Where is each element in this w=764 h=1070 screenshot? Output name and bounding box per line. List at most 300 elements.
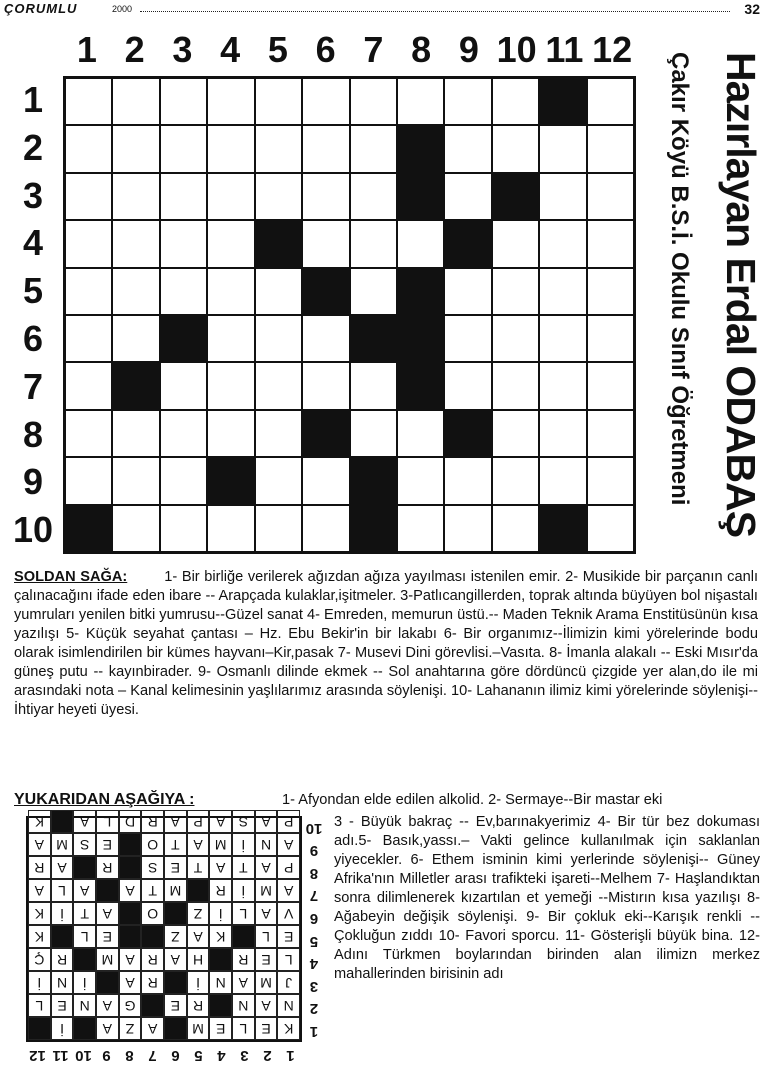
solution-letter-cell: İ — [28, 971, 51, 994]
solution-letter-cell: İ — [51, 902, 74, 925]
solution-row-number: 7 — [309, 887, 319, 905]
solution-column-number: 10 — [75, 1047, 92, 1064]
crossword-empty-cell[interactable] — [350, 220, 397, 267]
solution-letter-cell: P — [187, 810, 210, 833]
solution-letter-cell: A — [73, 810, 96, 833]
solution-black-cell — [96, 971, 119, 994]
crossword-empty-cell[interactable] — [65, 173, 112, 220]
crossword-black-cell — [350, 505, 397, 552]
solution-letter-cell: İ — [187, 971, 210, 994]
crossword-black-cell — [397, 362, 444, 409]
crossword-empty-cell[interactable] — [160, 125, 207, 172]
crossword-empty-cell[interactable] — [65, 362, 112, 409]
solution-black-cell — [28, 1017, 51, 1040]
across-clues — [14, 568, 758, 720]
solution-column-number: 6 — [171, 1047, 180, 1064]
solution-letter-cell: A — [51, 856, 74, 879]
crossword-empty-cell[interactable] — [587, 125, 634, 172]
solution-row-number: 2 — [309, 1000, 319, 1018]
column-number: 9 — [458, 29, 479, 70]
solution-grid-upside-down — [8, 812, 326, 1068]
crossword-empty-cell[interactable] — [65, 125, 112, 172]
solution-letter-cell: A — [96, 902, 119, 925]
solution-letter-cell: T — [232, 856, 255, 879]
solution-row-number: 3 — [309, 977, 319, 995]
crossword-empty-cell[interactable] — [255, 173, 302, 220]
crossword-black-cell — [539, 78, 586, 125]
solution-letter-cell: T — [73, 902, 96, 925]
solution-letter-cell: S — [73, 833, 96, 856]
solution-letter-cell: L — [255, 925, 278, 948]
crossword-black-cell — [302, 410, 349, 457]
crossword-empty-cell[interactable] — [255, 505, 302, 552]
solution-black-cell — [141, 925, 164, 948]
crossword-empty-cell[interactable] — [444, 457, 491, 504]
solution-row-number: 6 — [309, 910, 319, 928]
solution-letter-cell: A — [119, 879, 142, 902]
crossword-black-cell — [255, 220, 302, 267]
crossword-row-numbers — [8, 76, 58, 554]
crossword-empty-cell[interactable] — [160, 268, 207, 315]
solution-black-cell — [96, 879, 119, 902]
solution-letter-cell: A — [277, 833, 300, 856]
solution-letter-cell: H — [187, 948, 210, 971]
solution-letter-cell: N — [255, 833, 278, 856]
crossword-empty-cell[interactable] — [539, 220, 586, 267]
crossword-empty-cell[interactable] — [492, 410, 539, 457]
solution-letter-cell: R — [141, 810, 164, 833]
solution-letter-cell: İ — [232, 879, 255, 902]
solution-letter-cell: O — [141, 833, 164, 856]
solution-black-cell — [73, 948, 96, 971]
crossword-empty-cell[interactable] — [207, 362, 254, 409]
crossword-empty-cell[interactable] — [539, 125, 586, 172]
solution-letter-cell: V — [277, 902, 300, 925]
crossword-empty-cell[interactable] — [444, 173, 491, 220]
crossword-empty-cell[interactable] — [302, 78, 349, 125]
row-number: 8 — [22, 413, 44, 455]
crossword-empty-cell[interactable] — [160, 78, 207, 125]
crossword-empty-cell[interactable] — [160, 505, 207, 552]
solution-letter-cell: A — [187, 925, 210, 948]
solution-column-number: 1 — [286, 1047, 295, 1064]
crossword-empty-cell[interactable] — [255, 268, 302, 315]
solution-black-cell — [209, 994, 232, 1017]
solution-letter-cell: R — [141, 948, 164, 971]
crossword-empty-cell[interactable] — [302, 362, 349, 409]
crossword-empty-cell[interactable] — [207, 78, 254, 125]
header-leader-dots — [140, 11, 730, 12]
solution-letter-cell: A — [119, 971, 142, 994]
solution-letter-cell: E — [164, 994, 187, 1017]
solution-letter-cell: A — [187, 833, 210, 856]
crossword-black-cell — [444, 220, 491, 267]
solution-letter-cell: M — [187, 1017, 210, 1040]
row-number: 1 — [22, 79, 44, 120]
solution-letter-cell: O — [141, 902, 164, 925]
crossword-empty-cell[interactable] — [350, 268, 397, 315]
solution-letter-cell: A — [96, 994, 119, 1017]
column-number: 6 — [315, 29, 336, 70]
across-heading: SOLDAN SAĞA: — [14, 569, 128, 585]
solution-letter-cell: K — [28, 925, 51, 948]
crossword-column-numbers — [63, 30, 636, 70]
crossword-black-cell — [397, 173, 444, 220]
crossword-empty-cell[interactable] — [112, 505, 159, 552]
crossword-empty-cell[interactable] — [539, 173, 586, 220]
solution-letter-cell: A — [164, 948, 187, 971]
crossword-black-cell — [207, 457, 254, 504]
solution-letter-cell: N — [232, 994, 255, 1017]
row-number: 9 — [22, 461, 44, 503]
solution-letter-cell: L — [277, 948, 300, 971]
crossword-empty-cell[interactable] — [160, 457, 207, 504]
solution-column-numbers — [26, 1047, 302, 1064]
solution-letter-cell: T — [187, 856, 210, 879]
solution-black-cell — [119, 925, 142, 948]
crossword-empty-cell[interactable] — [112, 457, 159, 504]
column-number: 5 — [267, 29, 288, 70]
crossword-empty-cell[interactable] — [350, 410, 397, 457]
crossword-black-cell — [302, 268, 349, 315]
solution-black-cell — [164, 902, 187, 925]
crossword-empty-cell[interactable] — [539, 268, 586, 315]
author-credit — [648, 52, 764, 552]
solution-letter-cell: E — [96, 925, 119, 948]
crossword-empty-cell[interactable] — [444, 78, 491, 125]
solution-row-number: 5 — [309, 932, 319, 950]
crossword-empty-cell[interactable] — [492, 268, 539, 315]
solution-letter-cell: A — [141, 1017, 164, 1040]
row-number: 2 — [22, 126, 44, 168]
crossword-empty-cell[interactable] — [65, 220, 112, 267]
crossword-empty-cell[interactable] — [255, 410, 302, 457]
solution-letter-cell: İ — [232, 833, 255, 856]
crossword-empty-cell[interactable] — [397, 457, 444, 504]
solution-letter-cell: Z — [187, 902, 210, 925]
crossword-empty-cell[interactable] — [65, 268, 112, 315]
crossword-empty-cell[interactable] — [302, 220, 349, 267]
solution-row-number: 10 — [305, 819, 323, 837]
solution-letter-cell: E — [255, 948, 278, 971]
solution-letter-cell: T — [164, 833, 187, 856]
solution-black-cell — [119, 856, 142, 879]
crossword-empty-cell[interactable] — [160, 220, 207, 267]
crossword-empty-cell[interactable] — [492, 125, 539, 172]
column-number: 10 — [496, 29, 537, 70]
solution-letter-cell: A — [28, 879, 51, 902]
crossword-empty-cell[interactable] — [65, 78, 112, 125]
crossword-empty-cell[interactable] — [587, 457, 634, 504]
solution-letter-cell: Ç — [28, 948, 51, 971]
crossword-empty-cell[interactable] — [350, 78, 397, 125]
solution-letter-cell: A — [232, 971, 255, 994]
crossword-black-cell — [397, 268, 444, 315]
crossword-empty-cell[interactable] — [492, 362, 539, 409]
column-number: 12 — [592, 29, 633, 70]
column-number: 1 — [76, 29, 97, 70]
crossword-empty-cell[interactable] — [444, 362, 491, 409]
row-number: 3 — [22, 174, 44, 216]
author-affiliation: Çakır Köyü B.S.İ. Okulu Sınıf Öğretmeni — [666, 52, 693, 506]
crossword-empty-cell[interactable] — [112, 173, 159, 220]
row-number: 5 — [22, 270, 44, 312]
column-number: 2 — [124, 29, 145, 70]
column-number: 11 — [545, 29, 584, 70]
across-clue-text: 1- Bir birliğe verilerek ağızdan ağıza yayılması istenilen emir. 2- Musikide bir parçanın canlı çalınacağını ifade eden ibare -- Arapçada kulaklar,işitmeler. 3-Patlıcangillerden, toprak altında büyüyen bol nişastalı yumruları yenilen bitki yumrusu--Güzel sanat 4- Emreden, memurun üstü.-- Maden Teknik Arama Enstitüsünün kısa yazılışı 5- Küçük seyahat çantası – Hz. Ebu Bekir'in bir lakabı 6- Bir organımız--İlimizin kimi yörelerinde bodu olarak isimlendirilen bir kümes hayvanı–Kir,pasak 7- Musevi Dini görevlisi.–Vasıta. 8- İmanla alakalı -- Eski Mısır'da güneş putu -- kayınbirader. 9- Osmanlı dilinde ekmek -- Sol anahtarına göre dördüncü çizgide yer alan,do ile mi arasındaki nota – Kanal kelimesinin yaşlılarımız arasında söylenişi. 10- Lahananın ilimiz kimi yörelerinde söylenişi--İhtiyar heyeti üyesi. — [14, 569, 759, 718]
solution-letter-cell: L — [73, 925, 96, 948]
row-number: 7 — [22, 365, 44, 407]
crossword-empty-cell[interactable] — [112, 220, 159, 267]
solution-letter-cell: R — [51, 948, 74, 971]
crossword-black-cell — [539, 505, 586, 552]
solution-letter-cell: R — [141, 971, 164, 994]
solution-letter-cell: A — [209, 810, 232, 833]
solution-letter-cell: A — [96, 1017, 119, 1040]
crossword-empty-cell[interactable] — [302, 315, 349, 362]
solution-letter-cell: E — [164, 856, 187, 879]
crossword-empty-cell[interactable] — [492, 457, 539, 504]
crossword-empty-cell[interactable] — [207, 125, 254, 172]
page-number: 32 — [744, 1, 760, 17]
solution-black-cell — [141, 994, 164, 1017]
solution-black-cell — [187, 879, 210, 902]
solution-letter-cell: E — [209, 1017, 232, 1040]
solution-letter-cell: S — [232, 810, 255, 833]
crossword-grid — [63, 76, 636, 554]
crossword-empty-cell[interactable] — [587, 362, 634, 409]
crossword-empty-cell[interactable] — [112, 410, 159, 457]
crossword-empty-cell[interactable] — [65, 315, 112, 362]
down-clue-first-line: 1- Afyondan elde edilen alkolid. 2- Sermaye--Bir mastar eki — [282, 792, 663, 808]
solution-letter-cell: M — [164, 879, 187, 902]
solution-letter-cell: A — [255, 902, 278, 925]
solution-letter-cell: A — [28, 833, 51, 856]
solution-column-number: 3 — [240, 1047, 249, 1064]
crossword-empty-cell[interactable] — [302, 173, 349, 220]
crossword-empty-cell[interactable] — [112, 125, 159, 172]
row-number: 6 — [22, 317, 44, 359]
column-number: 4 — [220, 29, 241, 70]
solution-letter-cell: L — [232, 1017, 255, 1040]
crossword-empty-cell[interactable] — [587, 505, 634, 552]
crossword-empty-cell[interactable] — [112, 315, 159, 362]
crossword-empty-cell[interactable] — [492, 220, 539, 267]
solution-black-cell — [73, 1017, 96, 1040]
crossword-empty-cell[interactable] — [539, 457, 586, 504]
row-number: 10 — [12, 509, 54, 551]
crossword-black-cell — [397, 125, 444, 172]
solution-letter-cell: A — [277, 879, 300, 902]
solution-black-cell — [119, 833, 142, 856]
crossword-empty-cell[interactable] — [539, 362, 586, 409]
solution-letter-cell: İ — [73, 971, 96, 994]
crossword-empty-cell[interactable] — [160, 410, 207, 457]
crossword-black-cell — [160, 315, 207, 362]
solution-letter-cell: J — [277, 971, 300, 994]
solution-letter-cell: M — [209, 833, 232, 856]
crossword-empty-cell[interactable] — [587, 78, 634, 125]
solution-letter-cell: D — [119, 810, 142, 833]
solution-letter-cell: G — [119, 994, 142, 1017]
column-number: 3 — [172, 29, 193, 70]
solution-column-number: 11 — [52, 1047, 69, 1064]
crossword-empty-cell[interactable] — [112, 268, 159, 315]
solution-row-numbers — [304, 816, 324, 1042]
crossword-empty-cell[interactable] — [302, 457, 349, 504]
solution-black-cell — [119, 902, 142, 925]
crossword-empty-cell[interactable] — [444, 315, 491, 362]
crossword-empty-cell[interactable] — [255, 362, 302, 409]
solution-letter-cell: R — [187, 994, 210, 1017]
solution-letter-cell: P — [277, 856, 300, 879]
issue-year: 2000 — [112, 4, 133, 14]
solution-black-cell — [51, 925, 74, 948]
crossword-empty-cell[interactable] — [302, 505, 349, 552]
solution-column-number: 9 — [102, 1047, 111, 1064]
solution-letter-cell: T — [141, 879, 164, 902]
crossword-black-cell — [492, 173, 539, 220]
solution-row-number: 8 — [309, 864, 319, 882]
solution-letter-cell: K — [277, 1017, 300, 1040]
solution-letter-cell: E — [96, 833, 119, 856]
solution-letter-cell: R — [28, 856, 51, 879]
crossword-empty-cell[interactable] — [207, 505, 254, 552]
solution-black-cell — [73, 856, 96, 879]
crossword-empty-cell[interactable] — [207, 268, 254, 315]
solution-letter-cell: E — [255, 1017, 278, 1040]
solution-letter-cell: A — [119, 948, 142, 971]
solution-letter-cell: R — [209, 879, 232, 902]
crossword-black-cell — [350, 315, 397, 362]
solution-black-cell — [209, 948, 232, 971]
solution-row-number: 1 — [309, 1023, 319, 1040]
crossword-black-cell — [444, 410, 491, 457]
solution-letter-cell: A — [255, 810, 278, 833]
solution-letter-cell: M — [96, 948, 119, 971]
down-clue-text: 3 - Büyük bakraç -- Ev,barınakyerimiz 4- Bir tür bez dokuması adı.5- Basık,yassı.– Vakti gelince kullanılmak için saklanlan yiyecekler. 6- Ethem isminin kimi yerlerinde söylenişi-- Güney Afrika'nın Milletler arası trafikteki işareti--Melhem 7- Haşlandıktan sonra dilimlenerek kızartılan et yemeği --Mistırın kısa yazılışı 8- Ağabeyin değişik söylenişi. 9- Bir çokluk eki--Karışık renkli -- Çokluğun zıddı 10- Favori sporcu. 11- Gösterişli büyük bina. 12- Adını Türkmen boylarından birinden alan ilimizn merkez mahallerinden birisinin adı — [334, 814, 760, 982]
solution-letter-cell: R — [96, 856, 119, 879]
solution-letter-cell: P — [277, 810, 300, 833]
crossword-empty-cell[interactable] — [255, 315, 302, 362]
crossword-empty-cell[interactable] — [587, 410, 634, 457]
crossword-empty-cell[interactable] — [112, 78, 159, 125]
down-heading: YUKARIDAN AŞAĞIYA : — [14, 791, 195, 808]
crossword-empty-cell[interactable] — [207, 315, 254, 362]
crossword-empty-cell[interactable] — [539, 410, 586, 457]
column-number: 7 — [363, 29, 384, 70]
crossword-empty-cell[interactable] — [65, 410, 112, 457]
crossword-empty-cell[interactable] — [160, 173, 207, 220]
crossword-empty-cell[interactable] — [350, 362, 397, 409]
solution-letter-cell: R — [232, 948, 255, 971]
row-number: 4 — [22, 222, 44, 264]
crossword-empty-cell[interactable] — [350, 125, 397, 172]
crossword-empty-cell[interactable] — [397, 78, 444, 125]
solution-letter-cell: L — [28, 994, 51, 1017]
solution-black-cell — [164, 1017, 187, 1040]
crossword-empty-cell[interactable] — [255, 78, 302, 125]
solution-letter-cell: A — [255, 856, 278, 879]
brand-logo: ÇORUMLU — [4, 1, 78, 16]
crossword-empty-cell[interactable] — [65, 457, 112, 504]
solution-letter-cell: N — [51, 971, 74, 994]
crossword-black-cell — [112, 362, 159, 409]
crossword-empty-cell[interactable] — [587, 220, 634, 267]
crossword-empty-cell[interactable] — [444, 505, 491, 552]
solution-row-number: 4 — [309, 955, 319, 973]
crossword-empty-cell[interactable] — [492, 315, 539, 362]
crossword-black-cell — [397, 315, 444, 362]
crossword-empty-cell[interactable] — [160, 362, 207, 409]
solution-letter-cell: İ — [209, 902, 232, 925]
solution-letter-cell: Z — [164, 925, 187, 948]
crossword-empty-cell[interactable] — [350, 173, 397, 220]
solution-letter-cell: A — [255, 994, 278, 1017]
solution-black-cell — [164, 971, 187, 994]
crossword-empty-cell[interactable] — [207, 173, 254, 220]
solution-column-number: 7 — [148, 1047, 157, 1064]
crossword-empty-cell[interactable] — [539, 315, 586, 362]
solution-column-number: 12 — [29, 1047, 46, 1064]
solution-grid — [26, 816, 302, 1042]
solution-column-number: 4 — [217, 1047, 226, 1064]
solution-letter-cell: K — [28, 810, 51, 833]
solution-letter-cell: S — [141, 856, 164, 879]
author-name: Hazırlayan Erdal ODABAŞ — [718, 52, 764, 538]
solution-letter-cell: A — [209, 856, 232, 879]
solution-letter-cell: E — [277, 925, 300, 948]
solution-black-cell — [232, 925, 255, 948]
solution-column-number: 5 — [194, 1047, 203, 1064]
solution-letter-cell: L — [51, 879, 74, 902]
crossword-empty-cell[interactable] — [302, 125, 349, 172]
crossword-empty-cell[interactable] — [397, 505, 444, 552]
crossword-empty-cell[interactable] — [587, 173, 634, 220]
solution-letter-cell: M — [51, 833, 74, 856]
page-header — [4, 1, 760, 17]
solution-letter-cell: K — [28, 902, 51, 925]
solution-letter-cell: Z — [119, 1017, 142, 1040]
solution-letter-cell: A — [73, 879, 96, 902]
solution-letter-cell: M — [255, 879, 278, 902]
crossword-empty-cell[interactable] — [587, 268, 634, 315]
crossword-empty-cell[interactable] — [255, 457, 302, 504]
solution-letter-cell: İ — [51, 1017, 74, 1040]
solution-column-number: 8 — [125, 1047, 134, 1064]
crossword-empty-cell[interactable] — [397, 220, 444, 267]
solution-letter-cell: K — [209, 925, 232, 948]
crossword-empty-cell[interactable] — [587, 315, 634, 362]
solution-black-cell — [51, 810, 74, 833]
crossword-black-cell — [350, 457, 397, 504]
solution-letter-cell: L — [232, 902, 255, 925]
crossword-empty-cell[interactable] — [255, 125, 302, 172]
solution-letter-cell: N — [277, 994, 300, 1017]
crossword-empty-cell[interactable] — [207, 410, 254, 457]
solution-letter-cell: M — [255, 971, 278, 994]
crossword-empty-cell[interactable] — [397, 410, 444, 457]
crossword-empty-cell[interactable] — [492, 78, 539, 125]
solution-letter-cell: A — [164, 810, 187, 833]
solution-letter-cell: N — [209, 971, 232, 994]
solution-letter-cell: N — [73, 994, 96, 1017]
crossword-empty-cell[interactable] — [444, 268, 491, 315]
crossword-empty-cell[interactable] — [207, 220, 254, 267]
crossword-empty-cell[interactable] — [444, 125, 491, 172]
crossword-empty-cell[interactable] — [492, 505, 539, 552]
solution-column-number: 2 — [263, 1047, 272, 1064]
